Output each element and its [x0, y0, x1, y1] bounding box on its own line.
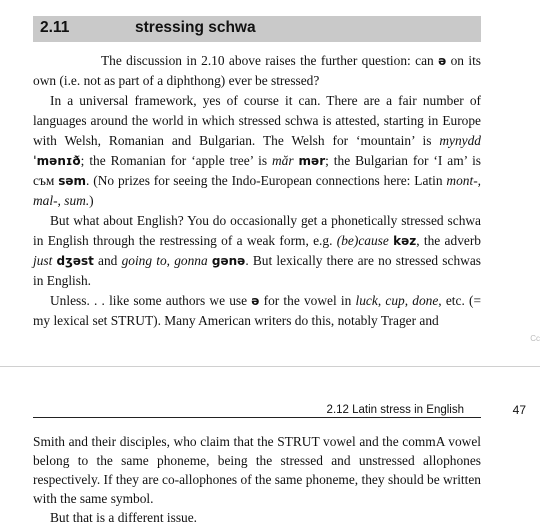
ipa-transcription: gənə: [211, 254, 246, 268]
ipa-transcription: mər: [298, 154, 326, 168]
paragraph-4: [33, 291, 481, 331]
running-head: [0, 403, 540, 421]
italic-word: cup: [385, 293, 405, 308]
italic-word: just: [33, 253, 53, 268]
text: The discussion in 2.10 above raises the further question: can: [101, 53, 439, 68]
text: ): [89, 193, 94, 208]
paragraph-2: [33, 91, 481, 211]
page-number: 47: [512, 403, 526, 417]
italic-word: done: [412, 293, 439, 308]
text: ,: [166, 253, 175, 268]
section-heading: [33, 16, 481, 42]
page-break-divider: [0, 366, 540, 367]
ipa-symbol: ə: [251, 294, 260, 308]
italic-word: gonna: [174, 253, 208, 268]
text: on its own (i.e. not as part of a diphthong) ever be stressed?: [33, 53, 481, 88]
text: for the vowel in: [259, 293, 356, 308]
text: In a universal framework, yes of course it can. There are a fair number of languages around the world in which stressed schwa is attested, starting in Europe with Welsh, Romanian and Bulgarian. The Welsh for ‘mountain’ is: [33, 93, 481, 148]
text: . But lexically there are no stressed schwas in English.: [33, 253, 481, 288]
text: ,: [404, 293, 413, 308]
page-bottom-body: [33, 432, 481, 527]
ipa-transcription: dʒəst: [56, 254, 94, 268]
italic-word: mynydd: [439, 133, 481, 148]
text: and: [93, 253, 122, 268]
text: ; the Romanian for ‘apple tree’ is: [80, 153, 272, 168]
running-head-title: 2.12 Latin stress in English: [326, 404, 464, 416]
ipa-transcription: səm: [58, 174, 87, 188]
text: ; the Bulgarian for ‘I am’ is съм: [33, 153, 482, 188]
text: , the adverb: [416, 233, 481, 248]
section-number: 2.11: [40, 19, 70, 36]
italic-word: going to: [121, 253, 167, 268]
section-title: stressing schwa: [135, 19, 256, 36]
italic-word: luck: [355, 293, 378, 308]
ipa-symbol: ə: [438, 54, 447, 68]
closing-paragraph: But that is a different issue.: [50, 510, 198, 525]
edge-mark: Cc: [530, 334, 540, 343]
ipa-transcription: kəz: [393, 234, 417, 248]
running-head-rule: [33, 417, 481, 418]
italic-word: mont-, mal-, sum.: [33, 173, 481, 208]
text: , etc. (= my lexical set STRUT). Many American writers do this, notably Trager and: [33, 293, 481, 328]
paragraph-1: [33, 51, 481, 91]
paragraph-3: [33, 211, 481, 291]
italic-word: (be)cause: [336, 233, 389, 248]
text: . (No prizes for seeing the Indo-European connections here: Latin: [86, 173, 447, 188]
italic-word: măr: [272, 153, 294, 168]
page-top-body: [33, 51, 481, 331]
text: But what about English? You do occasionally get a phonetically stressed schwa in English through the restressing of a weak form, e.g.: [33, 213, 481, 248]
text: Unless. . . like some authors we use: [50, 293, 252, 308]
text: ,: [377, 293, 386, 308]
continuation-paragraph: Smith and their disciples, who claim that the STRUT vowel and the commA vowel belong to the same phoneme, being the stressed and unstressed allophones respectively. If they are co-allophones of the same phoneme, they should be written with the same symbol.: [33, 434, 481, 506]
ipa-transcription: ˈmənɪð: [33, 154, 81, 168]
